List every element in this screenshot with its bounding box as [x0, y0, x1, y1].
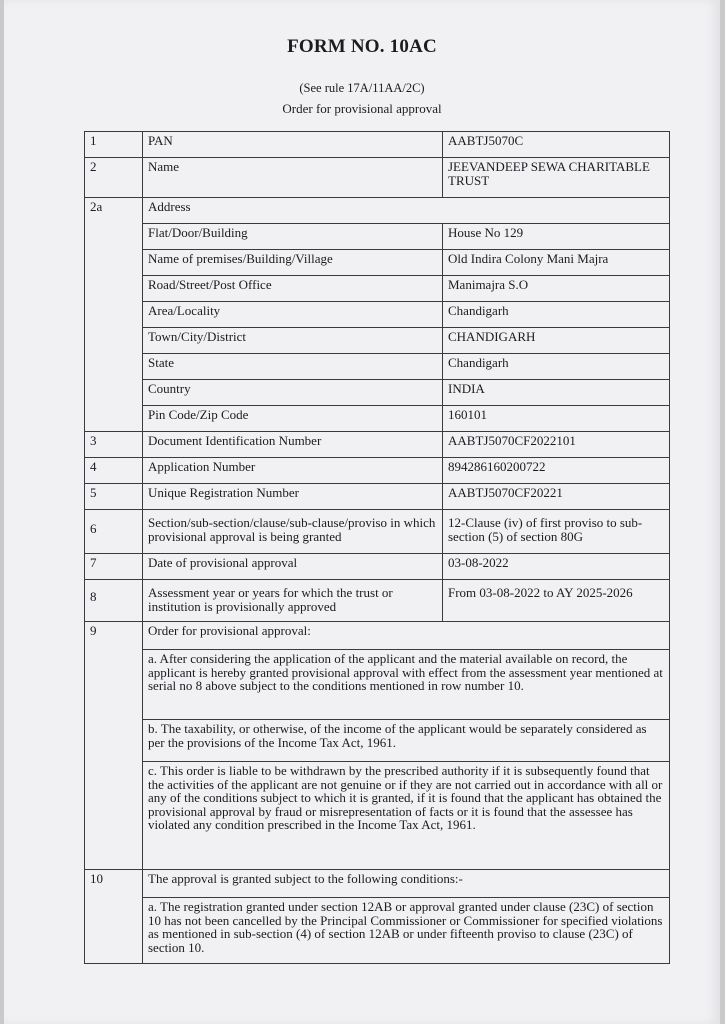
row-label: Town/City/District [143, 328, 443, 354]
row-assessment-year [85, 580, 670, 622]
row-label: Section/sub-section/clause/sub-clause/proviso in which provisional approval is being granted [143, 510, 443, 554]
row-value: 12-Clause (iv) of first proviso to sub-section (5) of section 80G [443, 510, 670, 554]
row-order-a [85, 650, 670, 720]
row-number: 5 [85, 484, 143, 510]
form-title: FORM NO. 10AC [287, 36, 437, 57]
row-state [85, 354, 670, 380]
row-name [85, 158, 670, 198]
row-label: Application Number [143, 458, 443, 484]
row-premises [85, 250, 670, 276]
row-label: Date of provisional approval [143, 554, 443, 580]
row-label: Road/Street/Post Office [143, 276, 443, 302]
row-order-c [85, 762, 670, 870]
approval-table [84, 131, 670, 964]
row-label: Name [143, 158, 443, 198]
row-number: 3 [85, 432, 143, 458]
row-number: 8 [85, 580, 143, 622]
row-country [85, 380, 670, 406]
row-pin [85, 406, 670, 432]
row-label: Flat/Door/Building [143, 224, 443, 250]
row-label: PAN [143, 132, 443, 158]
row-town [85, 328, 670, 354]
row-date [85, 554, 670, 580]
row-label: Document Identification Number [143, 432, 443, 458]
row-label: Unique Registration Number [143, 484, 443, 510]
row-order-heading [85, 622, 670, 650]
row-number: 1 [85, 132, 143, 158]
order-clause-b: b. The taxability, or otherwise, of the income of the applicant would be separately considered as per the provisions of the Income Tax Act, 1961. [143, 720, 670, 762]
row-value: Chandigarh [443, 354, 670, 380]
row-label: Pin Code/Zip Code [143, 406, 443, 432]
row-label: Name of premises/Building/Village [143, 250, 443, 276]
row-number: 2 [85, 158, 143, 198]
row-order-b [85, 720, 670, 762]
row-value: JEEVANDEEP SEWA CHARITABLE TRUST [443, 158, 670, 198]
row-value: AABTJ5070CF20221 [443, 484, 670, 510]
order-clause-a: a. After considering the application of the applicant and the material available on record, the applicant is hereby granted provisional approval with effect from the assessment year mentioned at serial no 8 above subject to the conditions mentioned in row number 10. [143, 650, 670, 720]
row-value: AABTJ5070C [443, 132, 670, 158]
row-urn [85, 484, 670, 510]
row-label: Country [143, 380, 443, 406]
row-flat [85, 224, 670, 250]
row-value: Manimajra S.O [443, 276, 670, 302]
row-value: Old Indira Colony Mani Majra [443, 250, 670, 276]
row-number: 4 [85, 458, 143, 484]
row-value: From 03-08-2022 to AY 2025-2026 [443, 580, 670, 622]
row-label: State [143, 354, 443, 380]
row-number: 9 [85, 622, 143, 870]
row-pan [85, 132, 670, 158]
row-section [85, 510, 670, 554]
row-value: 894286160200722 [443, 458, 670, 484]
row-din [85, 432, 670, 458]
rule-reference: (See rule 17A/11AA/2C) [299, 81, 425, 95]
row-value: INDIA [443, 380, 670, 406]
row-number: 10 [85, 870, 143, 964]
row-number: 2a [85, 198, 143, 432]
form-subtitle: Order for provisional approval [282, 101, 442, 116]
row-road [85, 276, 670, 302]
row-value: House No 129 [443, 224, 670, 250]
row-area [85, 302, 670, 328]
row-value: CHANDIGARH [443, 328, 670, 354]
order-clause-c: c. This order is liable to be withdrawn by the prescribed authority if it is subsequently found that the activities of the applicant are not genuine or if they are not carried out in accordance with all or any of the conditions subject to which it is granted, if it is found that the applicant has obtained the provisional approval by fraud or misrepresentation of facts or it is found that the assessee has violated any condition prescribed in the Income Tax Act, 1961. [143, 762, 670, 870]
row-label: Address [143, 198, 670, 224]
row-label: Assessment year or years for which the trust or institution is provisionally approved [143, 580, 443, 622]
row-value: 160101 [443, 406, 670, 432]
row-label: Order for provisional approval: [143, 622, 670, 650]
form-sheet [4, 0, 720, 1024]
condition-clause-a: a. The registration granted under section 12AB or approval granted under clause (23C) of section 10 has not been cancelled by the Principal Commissioner or Commissioner for specified violations as mentioned in sub-section (4) of section 12AB or under fifteenth proviso to clause (23C) of section 10. [143, 898, 670, 964]
row-conditions-heading [85, 870, 670, 898]
row-conditions-a [85, 898, 670, 964]
row-value: 03-08-2022 [443, 554, 670, 580]
row-number: 6 [85, 510, 143, 554]
row-value: Chandigarh [443, 302, 670, 328]
row-address [85, 198, 670, 224]
row-label: Area/Locality [143, 302, 443, 328]
row-value: AABTJ5070CF2022101 [443, 432, 670, 458]
row-label: The approval is granted subject to the following conditions:- [143, 870, 670, 898]
row-application [85, 458, 670, 484]
row-number: 7 [85, 554, 143, 580]
